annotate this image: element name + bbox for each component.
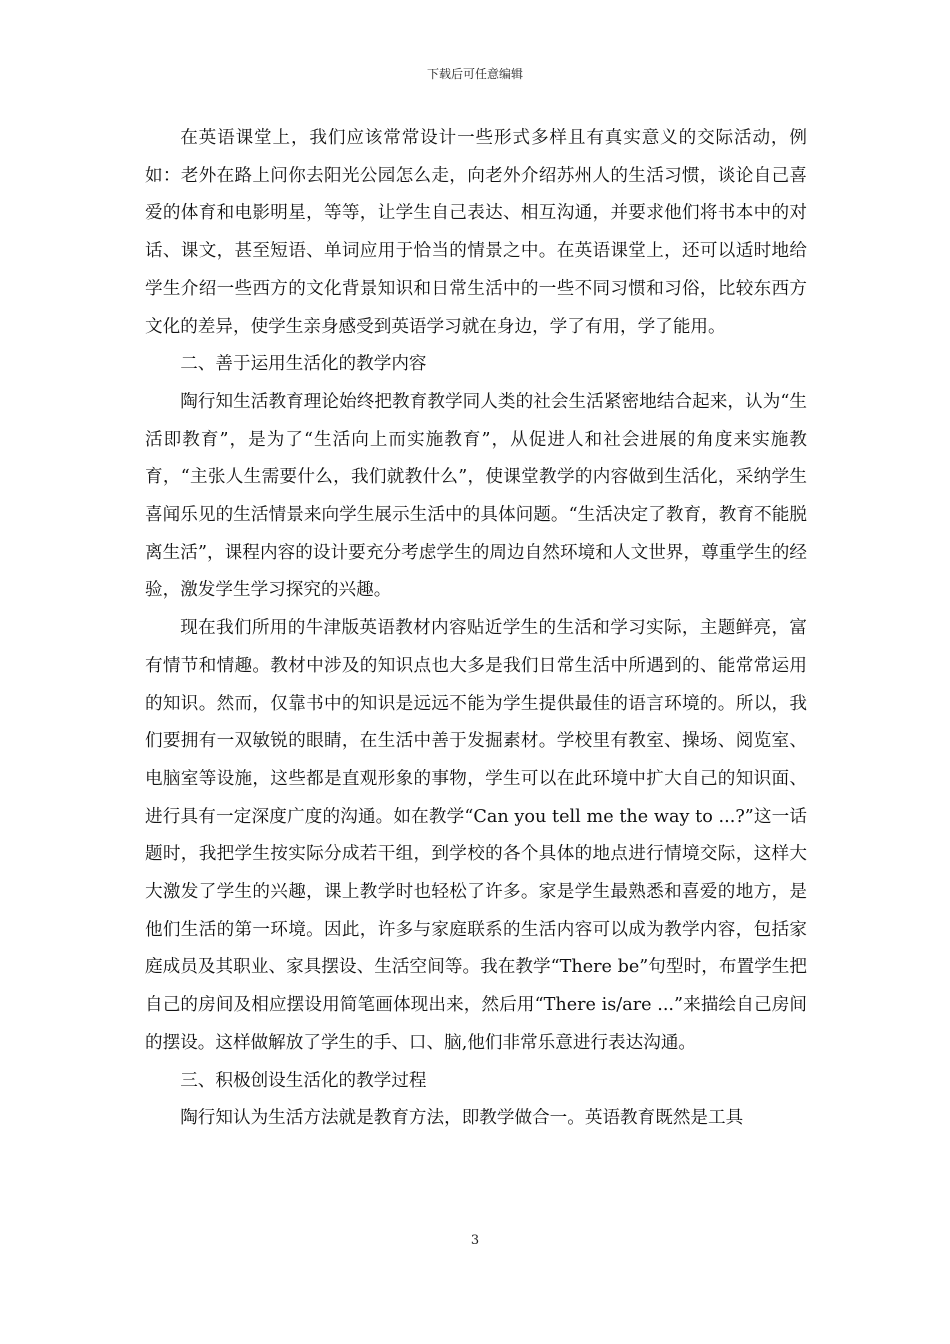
paragraph-classroom-activities: 在英语课堂上，我们应该常常设计一些形式多样且有真实意义的交际活动，例如：老外在路上问你去阳光公园怎么走，向老外介绍苏州人的生活习惯，谈论自己喜爱的体育和电影明星，等等，让学生自己表达、相互沟通，并要求他们将书本中的对话、课文，甚至短语、单词应用于恰当的情景之中。在英语课堂上，还可以适时地给学生介绍一些西方的文化背景知识和日常生活中的一些不同习惯和习俗，比较东西方文化的差异，使学生亲身感受到英语学习就在身边，学了有用，学了能用。 <box>145 128 807 337</box>
page-header: 下载后可任意编辑 <box>426 67 523 81</box>
paragraph-oxford-textbook: 现在我们所用的牛津版英语教材内容贴近学生的生活和学习实际，主题鲜亮，富有情节和情趣。教材中涉及的知识点也大多是我们日常生活中所遇到的、能常常运用的知识。然而，仅靠书中的知识是远远不能为学生提供最佳的语言环境的。所以，我们要拥有一双敏锐的眼睛，在生活中善于发掘素材。学校里有教室、操场、阅览室、电脑室等设施，这些都是直观形象的事物，学生可以在此环境中扩大自己的知识面、进行具有一定深度广度的沟通。如在教学“Can you tell me the way to ...?”这一话题时，我把学生按实际分成若干组，到学校的各个具体的地点进行情境交际，这样大大激发了学生的兴趣，课上教学时也轻松了许多。家是学生最熟悉和喜爱的地方，是他们生活的第一环境。因此，许多与家庭联系的生活内容可以成为教学内容，包括家庭成员及其职业、家具摆设、生活空间等。我在教学“There be”句型时，布置学生把自己的房间及相应摆设用简笔画体现出来，然后用“There is/are ...”来描绘自己房间的摆设。这样做解放了学生的手、口、脑,他们非常乐意进行表达沟通。 <box>145 618 807 1053</box>
section-heading-2: 二、善于运用生活化的教学内容 <box>180 354 427 375</box>
section-heading-3: 三、积极创设生活化的教学过程 <box>180 1070 427 1091</box>
paragraph-teaching-method: 陶行知认为生活方法就是教育方法，即教学做合一。英语教育既然是工具 <box>180 1108 744 1129</box>
document-body <box>145 120 807 1138</box>
page-number: 3 <box>470 1233 480 1248</box>
paragraph-life-education-theory: 陶行知生活教育理论始终把教育教学同人类的社会生活紧密地结合起来，认为“生活即教育”，是为了“生活向上而实施教育”，从促进人和社会进展的角度来实施教育，“主张人生需要什么，我们就教什么”，使课堂教学的内容做到生活化，采纳学生喜闻乐见的生活情景来向学生展示生活中的具体问题。“生活决定了教育，教育不能脱离生活”，课程内容的设计要充分考虑学生的周边自然环境和人文世界，尊重学生的经验，激发学生学习探究的兴趣。 <box>145 391 807 601</box>
